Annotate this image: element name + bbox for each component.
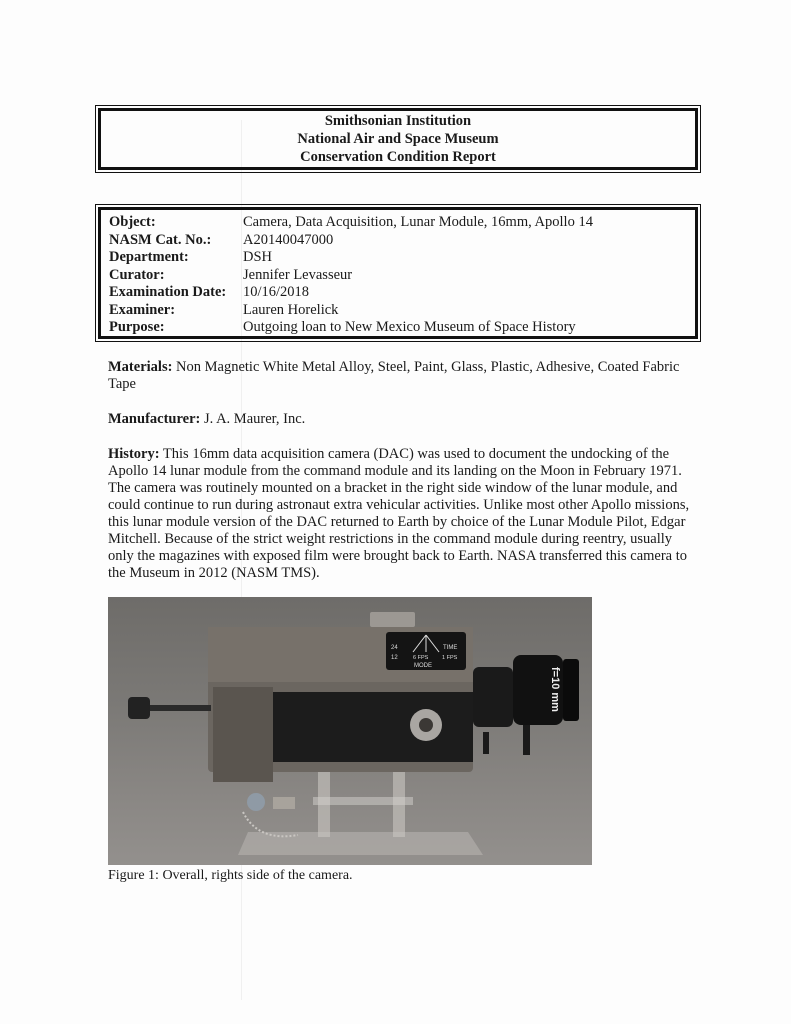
report-title: Conservation Condition Report <box>300 149 496 165</box>
info-label: Object: <box>109 214 156 231</box>
info-label: NASM Cat. No.: <box>109 231 212 248</box>
info-value: A20140047000 <box>243 231 334 248</box>
manufacturer-paragraph <box>108 411 694 428</box>
info-label: Department: <box>109 249 189 266</box>
info-label: Curator: <box>109 266 165 283</box>
info-value: Outgoing loan to New Mexico Museum of Space History <box>243 319 576 336</box>
museum-name: National Air and Space Museum <box>297 131 499 147</box>
mode-label-1fps: 1 FPS <box>442 655 458 661</box>
info-row-cat-no <box>109 232 695 250</box>
lens-front <box>563 659 579 721</box>
connector-tab <box>273 797 295 809</box>
info-value: DSH <box>243 249 273 266</box>
camera-side-panel <box>213 687 273 782</box>
lens-leg <box>523 725 530 755</box>
camera-illustration <box>108 597 592 865</box>
info-value: Jennifer Levasseur <box>243 266 353 283</box>
info-label: Examination Date: <box>109 284 227 301</box>
info-label: Purpose: <box>109 319 165 336</box>
institution-name: Smithsonian Institution <box>324 113 472 129</box>
info-row-department <box>109 249 695 267</box>
lens-leg <box>483 732 489 754</box>
history-text: This 16mm data acquisition camera (DAC) was used to document the undocking of the Apollo 14 lunar module from the command module and its landing on the Moon in February 1971. The camera was routinely mounted on a bracket in the right side window of the lunar module, and could continue to run during astronaut extra vehicular activities. Unlike most other Apollo missions, this lunar module version of the DAC returned to Earth by choice of the Lunar Module Pilot, Edgar Mitchell. Because of the strict weight restrictions in the command module during reentry, usually only the magazines with exposed film were brought back to Earth. NASA transferred this camera to the Museum in 2012 (NASM TMS). <box>108 446 690 581</box>
info-row-curator <box>109 267 695 285</box>
mode-label-time: TIME <box>443 645 458 651</box>
materials-label: Materials: <box>108 359 173 375</box>
mode-label-6fps: 6 FPS <box>413 655 429 661</box>
history-label: History: <box>108 446 160 462</box>
info-row-examiner <box>109 302 695 320</box>
materials-paragraph <box>108 359 694 393</box>
manufacturer-text: J. A. Maurer, Inc. <box>203 411 306 427</box>
info-value: Lauren Horelick <box>243 301 339 318</box>
info-row-exam-date <box>109 284 695 302</box>
materials-text: Non Magnetic White Metal Alloy, Steel, Paint, Glass, Plastic, Adhesive, Coated Fabric Tape <box>108 359 680 392</box>
mode-label: MODE <box>414 663 432 669</box>
mode-label-12: 12 <box>391 655 398 661</box>
connector-cap <box>247 793 265 811</box>
camera-black-plate <box>273 692 473 762</box>
info-value: 10/16/2018 <box>243 284 310 301</box>
figure-caption: Figure 1: Overall, rights side of the camera. <box>108 868 353 883</box>
info-label: Examiner: <box>109 301 176 318</box>
lens-focal-label: f=10 mm <box>549 667 561 712</box>
object-info-table <box>98 207 698 339</box>
info-row-object <box>109 214 695 232</box>
manufacturer-label: Manufacturer: <box>108 411 201 427</box>
mode-label-24: 24 <box>391 645 398 651</box>
info-row-purpose <box>109 319 695 337</box>
hex-knob-center <box>419 718 433 732</box>
lens-barrel <box>473 667 513 727</box>
camera-photo <box>108 597 592 865</box>
side-crank-knob <box>128 697 150 719</box>
stand-crossbar <box>313 797 413 805</box>
info-value: Camera, Data Acquisition, Lunar Module, 16mm, Apollo 14 <box>243 214 593 231</box>
report-header <box>98 108 698 170</box>
history-paragraph <box>108 446 694 582</box>
camera-top-button <box>370 612 415 627</box>
